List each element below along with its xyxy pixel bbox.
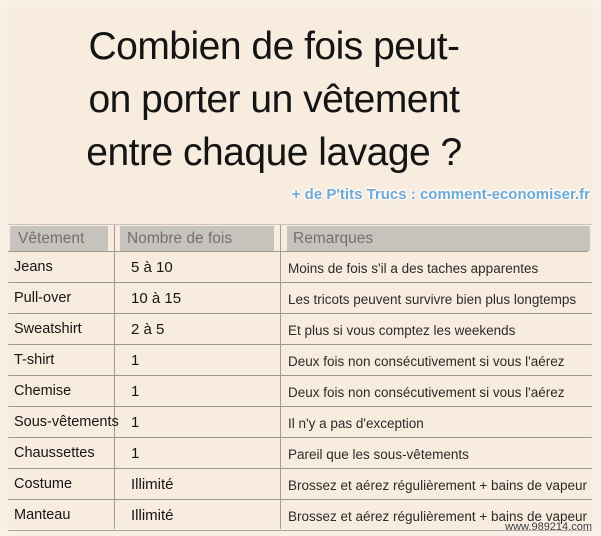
times-cell: Illimité	[131, 506, 174, 524]
page-title	[0, 20, 548, 179]
garment-cell: Chemise	[14, 383, 72, 399]
table-row	[8, 252, 592, 283]
header-times: Nombre de fois	[120, 226, 274, 251]
header-garment: Vêtement	[10, 226, 108, 251]
remark-cell: Brossez et aérez régulièrement + bains de vapeur	[288, 509, 588, 524]
source-link[interactable]: + de P'tits Trucs : comment-economiser.fr	[291, 186, 590, 203]
garment-cell: Pull-over	[14, 290, 72, 306]
remark-cell: Pareil que les sous-vêtements	[288, 447, 469, 462]
remark-cell: Et plus si vous comptez les weekends	[288, 323, 516, 338]
garment-cell: Sweatshirt	[14, 321, 82, 337]
garment-wash-table	[8, 224, 592, 529]
remark-cell: Deux fois non consécutivement si vous l'aérez	[288, 354, 565, 369]
header-remarks: Remarques	[287, 226, 590, 251]
remark-cell: Moins de fois s'il a des taches apparentes	[288, 261, 539, 276]
table-row	[8, 283, 592, 314]
remark-cell: Il n'y a pas d'exception	[288, 416, 424, 431]
table-row	[8, 376, 592, 407]
garment-cell: T-shirt	[14, 352, 55, 368]
title-line-2: on porter un vêtement	[88, 78, 460, 121]
garment-cell: Manteau	[14, 507, 71, 523]
times-cell: 2 à 5	[131, 320, 165, 338]
remark-cell: Les tricots peuvent survivre bien plus longtemps	[288, 292, 577, 307]
times-cell: 5 à 10	[131, 258, 173, 276]
garment-cell: Sous-vêtements	[14, 414, 119, 430]
title-line-3: entre chaque lavage ?	[86, 131, 462, 174]
remark-cell: Deux fois non consécutivement si vous l'aérez	[288, 385, 565, 400]
garment-cell: Chaussettes	[14, 445, 95, 461]
title-line-1: Combien de fois peut-	[88, 25, 460, 68]
times-cell: 1	[131, 351, 140, 369]
times-cell: 1	[131, 413, 140, 431]
times-cell: 1	[131, 382, 140, 400]
table-row	[8, 469, 592, 500]
table-row	[8, 314, 592, 345]
times-cell: Illimité	[131, 475, 174, 493]
table-rows	[8, 252, 592, 531]
watermark: www.989214.com	[505, 521, 592, 533]
remark-cell: Brossez et aérez régulièrement + bains de vapeur	[288, 478, 588, 493]
garment-cell: Jeans	[14, 259, 53, 275]
table-row	[8, 345, 592, 376]
table-row	[8, 407, 592, 438]
times-cell: 10 à 15	[131, 289, 182, 307]
garment-cell: Costume	[14, 476, 73, 492]
table-row	[8, 438, 592, 469]
times-cell: 1	[131, 444, 140, 462]
